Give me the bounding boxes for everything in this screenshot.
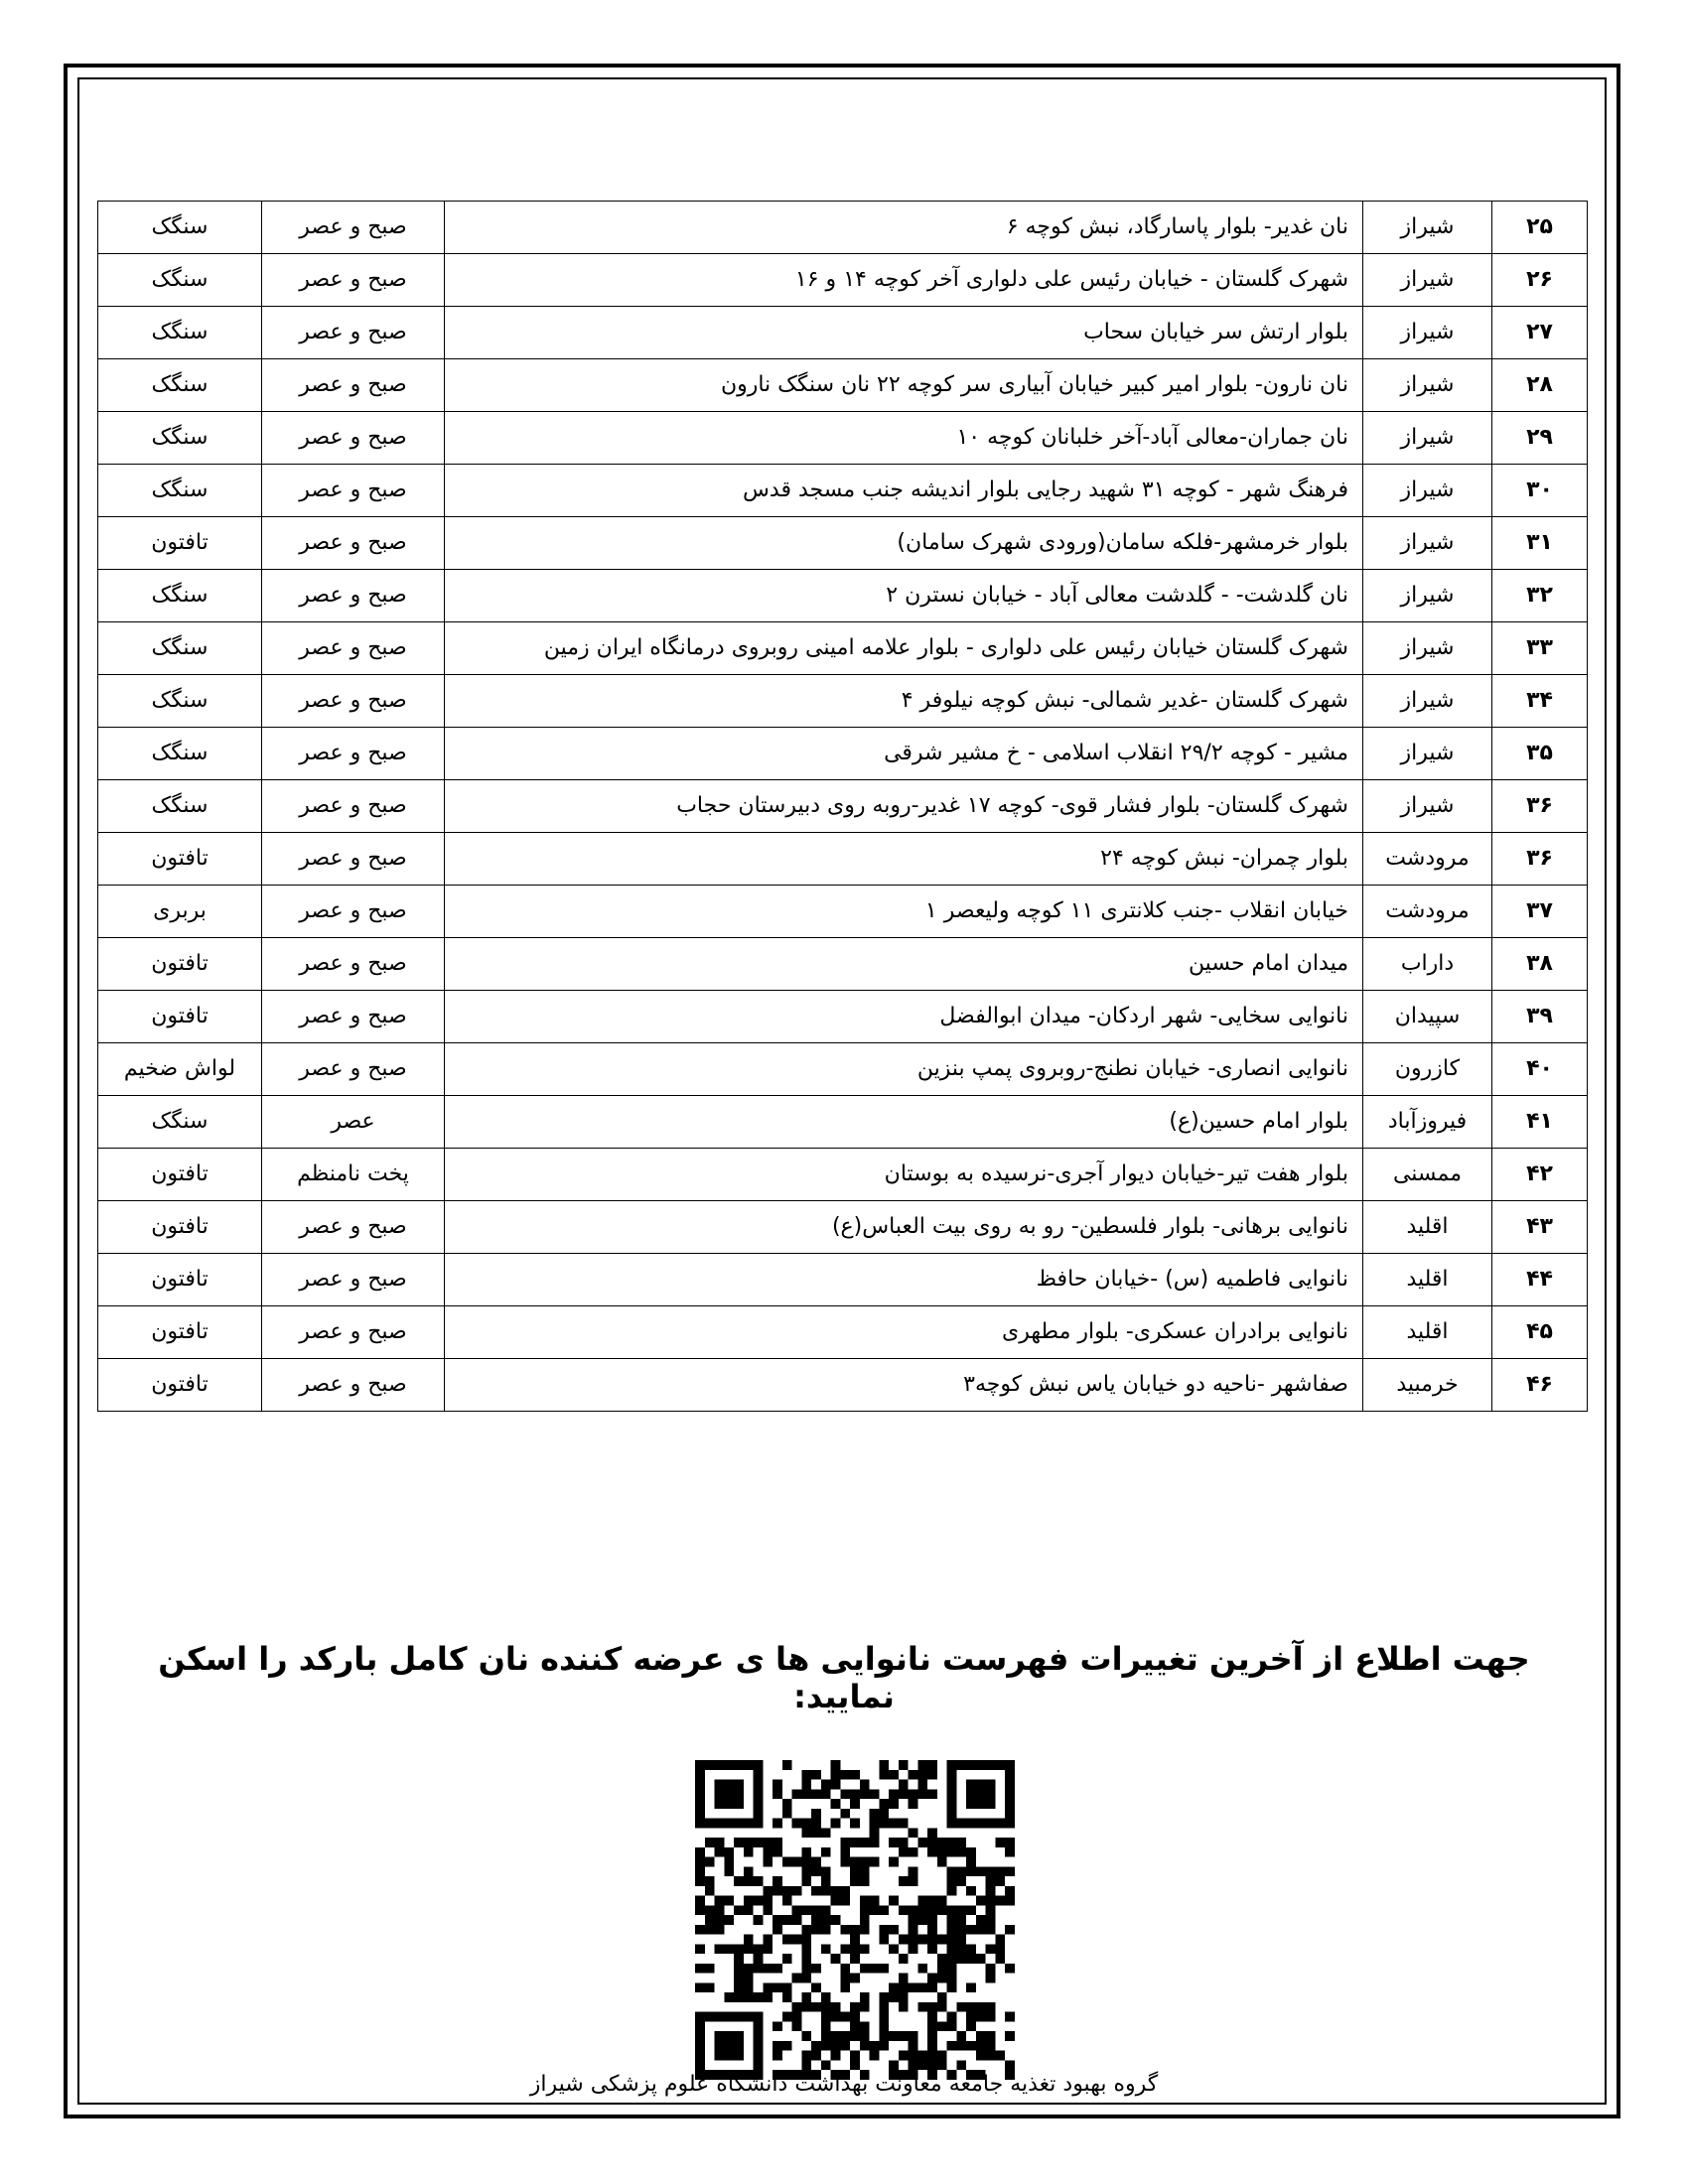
row-address: شهرک گلستان - خیابان رئیس علی دلواری آخر کوچه ۱۴ و ۱۶ (445, 254, 1363, 307)
row-hours: صبح و عصر (262, 1359, 445, 1412)
row-bread-type: بربری (98, 886, 262, 938)
row-number: ۳۸ (1492, 938, 1588, 991)
row-address: شهرک گلستان- بلوار فشار قوی- کوچه ۱۷ غدیر-روبه روی دبیرستان حجاب (445, 780, 1363, 833)
table-row (98, 412, 1588, 465)
row-bread-type: سنگک (98, 622, 262, 675)
row-address: نانوایی فاطمیه (س) -خیابان حافظ (445, 1254, 1363, 1306)
row-bread-type: سنگک (98, 780, 262, 833)
row-hours: صبح و عصر (262, 359, 445, 412)
row-hours: صبح و عصر (262, 412, 445, 465)
row-hours: صبح و عصر (262, 622, 445, 675)
row-city: داراب (1363, 938, 1492, 991)
row-city: شیراز (1363, 675, 1492, 728)
row-number: ۴۳ (1492, 1201, 1588, 1254)
row-number: ۳۲ (1492, 570, 1588, 622)
row-bread-type: تافتون (98, 833, 262, 886)
row-city: خرمبید (1363, 1359, 1492, 1412)
row-bread-type: تافتون (98, 1254, 262, 1306)
row-number: ۳۷ (1492, 886, 1588, 938)
barcode-notice: جهت اطلاع از آخرین تغییرات فهرست نانوایی ها ی عرضه کننده نان کامل بارکد را اسکن نمایید: (158, 1640, 1530, 1715)
row-address: شهرک گلستان -غدیر شمالی- نبش کوچه نیلوفر ۴ (445, 675, 1363, 728)
row-number: ۴۲ (1492, 1149, 1588, 1201)
row-hours: پخت نامنظم (262, 1149, 445, 1201)
qr-code-icon[interactable] (695, 1760, 1015, 2080)
row-address: شهرک گلستان خیابان رئیس علی دلواری - بلوار علامه امینی روبروی درمانگاه ایران زمین (445, 622, 1363, 675)
row-bread-type: سنگک (98, 254, 262, 307)
row-number: ۲۸ (1492, 359, 1588, 412)
row-number: ۳۵ (1492, 728, 1588, 780)
row-hours: صبح و عصر (262, 833, 445, 886)
row-city: شیراز (1363, 622, 1492, 675)
row-city: شیراز (1363, 359, 1492, 412)
row-bread-type: سنگک (98, 1096, 262, 1149)
row-hours: صبح و عصر (262, 1306, 445, 1359)
row-number: ۲۹ (1492, 412, 1588, 465)
table-row (98, 1306, 1588, 1359)
row-hours: صبح و عصر (262, 938, 445, 991)
row-number: ۳۶ (1492, 833, 1588, 886)
row-address: بلوار ارتش سر خیابان سحاب (445, 307, 1363, 359)
row-bread-type: سنگک (98, 465, 262, 517)
table-row (98, 780, 1588, 833)
row-address: نانوایی برهانی- بلوار فلسطین- رو به روی بیت العباس(ع) (445, 1201, 1363, 1254)
table-row (98, 728, 1588, 780)
row-city: فیروزآباد (1363, 1096, 1492, 1149)
footer-department: گروه بهبود تغذیه جامعه معاونت بهداشت دانشگاه علوم پزشکی شیراز (529, 2072, 1159, 2097)
row-address: بلوار هفت تیر-خیابان دیوار آجری-نرسیده به بوستان (445, 1149, 1363, 1201)
table-row (98, 202, 1588, 254)
row-address: نان غدیر- بلوار پاسارگاد، نبش کوچه ۶ (445, 202, 1363, 254)
row-hours: صبح و عصر (262, 307, 445, 359)
row-number: ۳۹ (1492, 991, 1588, 1043)
table-row (98, 1359, 1588, 1412)
bakery-table-body (98, 202, 1588, 1412)
row-bread-type: لواش ضخیم (98, 1043, 262, 1096)
row-address: خیابان انقلاب -جنب کلانتری ۱۱ کوچه ولیعصر ۱ (445, 886, 1363, 938)
table-row (98, 465, 1588, 517)
row-number: ۴۰ (1492, 1043, 1588, 1096)
row-number: ۴۵ (1492, 1306, 1588, 1359)
table-row (98, 1201, 1588, 1254)
row-bread-type: تافتون (98, 938, 262, 991)
row-address: نانوایی انصاری- خیابان نطنج-روبروی پمپ بنزین (445, 1043, 1363, 1096)
table-row (98, 991, 1588, 1043)
table-row (98, 622, 1588, 675)
row-address: صفاشهر -ناحیه دو خیابان یاس نبش کوچه۳ (445, 1359, 1363, 1412)
table-row (98, 517, 1588, 570)
row-bread-type: تافتون (98, 1201, 262, 1254)
row-hours: صبح و عصر (262, 991, 445, 1043)
row-bread-type: سنگک (98, 728, 262, 780)
table-row (98, 359, 1588, 412)
row-city: شیراز (1363, 412, 1492, 465)
table-row (98, 1254, 1588, 1306)
row-address: نانوایی برادران عسکری- بلوار مطهری (445, 1306, 1363, 1359)
row-city: کازرون (1363, 1043, 1492, 1096)
row-bread-type: سنگک (98, 675, 262, 728)
row-city: شیراز (1363, 307, 1492, 359)
row-address: مشیر - کوچه ۲۹/۲ انقلاب اسلامی - خ مشیر شرقی (445, 728, 1363, 780)
row-number: ۳۰ (1492, 465, 1588, 517)
row-hours: صبح و عصر (262, 465, 445, 517)
row-bread-type: تافتون (98, 1149, 262, 1201)
row-bread-type: تافتون (98, 517, 262, 570)
row-address: بلوار خرمشهر-فلکه سامان(ورودی شهرک سامان) (445, 517, 1363, 570)
row-address: فرهنگ شهر - کوچه ۳۱ شهید رجایی بلوار اندیشه جنب مسجد قدس (445, 465, 1363, 517)
row-hours: صبح و عصر (262, 1254, 445, 1306)
row-bread-type: سنگک (98, 307, 262, 359)
bakery-table (97, 201, 1588, 1412)
table-row (98, 254, 1588, 307)
row-city: سپیدان (1363, 991, 1492, 1043)
row-city: شیراز (1363, 254, 1492, 307)
row-hours: صبح و عصر (262, 728, 445, 780)
row-hours: صبح و عصر (262, 1043, 445, 1096)
row-city: ممسنی (1363, 1149, 1492, 1201)
row-bread-type: سنگک (98, 570, 262, 622)
row-hours: صبح و عصر (262, 780, 445, 833)
row-hours: صبح و عصر (262, 675, 445, 728)
table-row (98, 1043, 1588, 1096)
row-address: نان جماران-معالی آباد-آخر خلبانان کوچه ۱۰ (445, 412, 1363, 465)
row-hours: صبح و عصر (262, 202, 445, 254)
row-bread-type: سنگک (98, 202, 262, 254)
row-number: ۴۱ (1492, 1096, 1588, 1149)
table-row (98, 833, 1588, 886)
row-bread-type: تافتون (98, 991, 262, 1043)
table-row (98, 886, 1588, 938)
row-city: شیراز (1363, 570, 1492, 622)
table-row (98, 1096, 1588, 1149)
table-row (98, 675, 1588, 728)
row-city: شیراز (1363, 465, 1492, 517)
row-hours: صبح و عصر (262, 1201, 445, 1254)
row-hours: صبح و عصر (262, 517, 445, 570)
row-hours: صبح و عصر (262, 886, 445, 938)
row-bread-type: تافتون (98, 1306, 262, 1359)
row-city: شیراز (1363, 202, 1492, 254)
row-city: اقلید (1363, 1201, 1492, 1254)
table-row (98, 570, 1588, 622)
row-address: نان گلدشت- - گلدشت معالی آباد - خیابان نسترن ۲ (445, 570, 1363, 622)
row-city: اقلید (1363, 1306, 1492, 1359)
row-number: ۳۱ (1492, 517, 1588, 570)
row-number: ۲۵ (1492, 202, 1588, 254)
row-city: شیراز (1363, 517, 1492, 570)
row-bread-type: تافتون (98, 1359, 262, 1412)
table-row (98, 1149, 1588, 1201)
row-bread-type: سنگک (98, 359, 262, 412)
row-address: بلوار چمران- نبش کوچه ۲۴ (445, 833, 1363, 886)
row-address: میدان امام حسین (445, 938, 1363, 991)
table-row (98, 307, 1588, 359)
row-number: ۲۷ (1492, 307, 1588, 359)
row-hours: صبح و عصر (262, 254, 445, 307)
row-city: شیراز (1363, 780, 1492, 833)
row-address: نان نارون- بلوار امیر کبیر خیابان آبیاری سر کوچه ۲۲ نان سنگک نارون (445, 359, 1363, 412)
row-city: مرودشت (1363, 886, 1492, 938)
row-number: ۳۶ (1492, 780, 1588, 833)
row-address: نانوایی سخایی- شهر اردکان- میدان ابوالفضل (445, 991, 1363, 1043)
row-number: ۴۴ (1492, 1254, 1588, 1306)
row-number: ۴۶ (1492, 1359, 1588, 1412)
row-hours: صبح و عصر (262, 570, 445, 622)
row-number: ۲۶ (1492, 254, 1588, 307)
row-city: اقلید (1363, 1254, 1492, 1306)
row-number: ۳۴ (1492, 675, 1588, 728)
row-address: بلوار امام حسین(ع) (445, 1096, 1363, 1149)
row-hours: عصر (262, 1096, 445, 1149)
row-bread-type: سنگک (98, 412, 262, 465)
row-number: ۳۳ (1492, 622, 1588, 675)
table-row (98, 938, 1588, 991)
row-city: شیراز (1363, 728, 1492, 780)
row-city: مرودشت (1363, 833, 1492, 886)
